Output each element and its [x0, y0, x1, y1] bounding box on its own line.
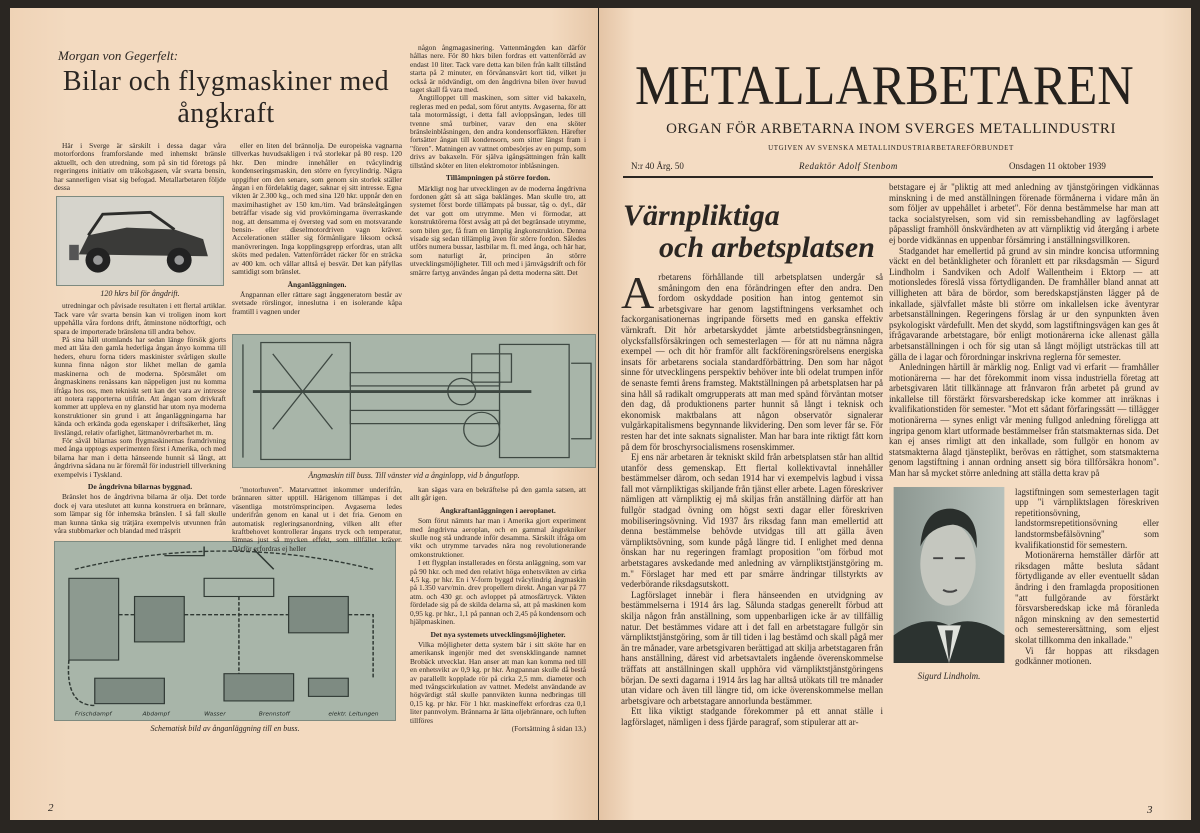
- headline-line2: och arbetsplatsen: [659, 231, 875, 264]
- paragraph: betstagare ej är "pliktig att med anledning av tjänstgöringen vidkännas minskning i de med anställningen förenade förmånerna i vidare mån än som följer av uppehållet i arbetet". För denna bestämmelse har man att tacka socialstyrelsen, som vid sin remissbehandling av lagförslaget påpassligt framhöll önskvärdheten av att värnpliktig vid återgång i arbete ej borde vidkännas en uppenbar försämring i anställningsvillkoren.: [889, 182, 1159, 245]
- paragraph: Här i Sverge är särskilt i dessa dagar våra motorfordons framforslande med inhemskt bränsle aktuellt, och den utredning, som på sin tid företogs på regeringens initiativ om träkolsgasen, vår svarta bensin, har sannerligen visat sig befogad. Metallarbetaren följde dessa: [54, 141, 226, 193]
- paragraph: Vilka möjligheter detta system bär i sitt sköte har en amerikansk ingenjör med det svenskklingande namnet Brobäck utvecklat. Han anser att man kan komma ned till en enhetsvikt av 0,9 kg. pr hkr. Ångpannan skulle då bestå av parallellt kopplade rör på cirka 2,5 mm. diameter och med tvångscirkulation av vattnet. Medelst användande av högvärdigt stål skulle pannvikten kunna nedbringas till 0,15 kg. pr hkr. För 1 hkr. maskineffekt erfordras cza 0,1 liter pannvolym. Brännarna är lätta oljebrännare, och luften tillföres: [410, 639, 586, 725]
- right-page: [599, 8, 1191, 820]
- headline-line1: Värnpliktiga: [623, 199, 780, 232]
- paragraph: Vi får hoppas att riksdagen godkänner motionen.: [1015, 645, 1159, 667]
- article-column-2: [889, 182, 1159, 681]
- subheading: Ångkraftanläggningen i aeroplanet.: [440, 505, 556, 515]
- byline: Morgan von Gegerfelt:: [58, 48, 179, 63]
- masthead-rule: [623, 176, 1153, 178]
- paragraph: utredningar och påvisade resultaten i ett flertal artiklar. Tack vare vår svarta bensin kan vi troligen inom kort uppehålla våra fordons drift, åtminstone nödtorftigt, och spara de importerade bränslena till andra behov.: [54, 301, 226, 336]
- paragraph: Motionärerna hemställer därför att riksdagen måtte besluta sådant förtydligande av eller eventuellt sådan ändring i den framlagda propositionen "att fullgörande av förstärkt försvarsberedskap icke må föranleda någon minskning av den semestertid och semesterersättning, som eljest skolat tillkomma den inkallade.": [1015, 550, 1159, 645]
- article-headline: Bilar och flygmaskiner med ångkraft: [62, 66, 390, 129]
- page-number: 3: [1147, 804, 1153, 816]
- col3-body: [410, 44, 586, 277]
- bus-steam-schematic: [54, 541, 396, 721]
- paragraph: kan sägas vara en bekräftelse på den gamla satsen, att allt går igen.: [410, 485, 586, 503]
- continued-note: (Fortsättning å sidan 13.): [511, 723, 586, 733]
- publisher: UTGIVEN AV SVENSKA METALLINDUSTRIARBETAREFÖRBUNDET: [768, 144, 1014, 152]
- schematic-caption: Schematisk bild av ånganläggning till en buss.: [150, 724, 300, 734]
- legend-item: elektr. Leitungen: [328, 712, 379, 718]
- masthead: METALLARBETAREN: [635, 55, 1134, 117]
- paragraph: Lagförslaget innebär i flera hänseenden en utvidgning av bestämmelserna i 1914 års lag. Sålunda stadgas generellt förbud att skilja någon från anställning, som uppenbarligen icke är av tillfällig natur. Det bestämmes vidare att i det fall en arbetstagare fullgör sin värnpliktstjänstgöring, som är till tiden i lag bestämd och skall pågå mer än tre månader, vare arbetsgivaren berättigad att skilja arbetstagaren från hans anställning, därest vid arbetsavtalets ingående överenskommelse träffats att anställningen skall upphöra vid värnpliktstjänstgöringens början. De sexti dagarna i 1914 års lag har alltså utökats till tre månader utan vidare och även till längre tid, om icke överenskommelse mellan arbetsgivare och arbetstagare annorlunda bestämmer.: [621, 589, 884, 706]
- paragraph: I ett flygplan installerades en första anläggning, som var på 90 hkr. och med den relativt höga enhetsvikten av cirka 4,5 kg. pr hkr. En i V-form byggd tvåcylindrig ångmaskin på 1.350 varv/min. drev propellern direkt. Ångan var på 77 atm. och 430 gr. och avloppet på atmosfärtryck. Vikten fördelade sig på de skilda delarna så, att på maskinen kom 0,95 kg. pr hkr., 1,1 på pannan och 2,45 på kondensorn och hjälpmaskinen.: [410, 558, 586, 627]
- paragraph: Ett lika viktigt stadgande förekommer på ett annat ställe i lagförslaget, nämligen i dess fjärde paragraf, som stipulerar att ar-: [621, 706, 883, 727]
- paragraph: "motorhuven". Matarvattnet inkommer underifrån, brännaren sitter upptill. Härigenom tillämpas i det väsentliga motströmsprincipen. Avgaserna ledes underifrån genom en kanal ut i det fria. Genom en automatisk regleringsanordning, vilken allt efter kraftbehovet kontrollerar ångans tryck och temperatur, lämnas just så mycken effekt, som tillfället kräver. Därför erfordras ej heller: [232, 485, 402, 553]
- editor: Redaktör Adolf Stenbom: [799, 161, 898, 171]
- article-column-1: [621, 267, 884, 728]
- photo-row: [889, 487, 1159, 681]
- legend-item: Frischdampf: [74, 712, 112, 718]
- paragraph: Bränslet hos de ångdrivna bilarna är olja. Det torde dock ej vara uteslutet att kunna konstruera en brännare, som lämpar sig för inhemska bränslen. I så fall skulle man kunna tänka sig trätjära exempelvis utvunnen från våra stubbmarker och blandad med träsprit: [54, 492, 226, 535]
- steam-engine-diagram: [232, 334, 596, 468]
- photo-caption: Sigurd Lindholm.: [917, 670, 981, 681]
- paragraph: Ej ens när arbetaren är tekniskt skild från arbetsplatsen står han alltid utanför dess gemenskap. Ett flertal kollektivavtal innehåller bestämmelser därom, och sedan 1914 har vi exempelvis lagbud i vissa fall mot värnpliktigas skiljande från tjänst eller arbete. Lagen föreskriver nämligen att värnpliktig ej må skiljas från anställning därför att han fullgör stadgad övning om högst sexti dagar eller föreskriven mobiliseringsövning. Vid 1937 års riksdag fann man emellertid att denna bestämmelse behövde utvidgas till att gälla även värnpliktsövning, som kunde pågå längre tid. I enlighet med denna önskan har nu regeringen framlagt proposition "om förbud mot arbetstagares avskedande med anledning av värnpliktstjänstgöring m. m." Förslaget har med ett par smärre ändringar tillstyrkts av vederbörande riksdagsutskott.: [621, 452, 883, 590]
- legend-item: Abdampf: [142, 712, 170, 718]
- subheading: Det nya systemets utvecklingsmöjligheter.: [430, 629, 566, 639]
- paragraph: För såväl bilarnas som flygmaskinernas framdrivning med ånga upptogs experimenten först i Amerika, och med bilarna har man i detta hänseende hunnit så långt, att ångdrivna sådana nu är föremål för industriell tillverkning exempelvis i Tyskland.: [54, 435, 226, 479]
- paragraph: någon ångmagasinering. Vattenmängden kan därför hållas nere. För 80 hkrs bilen fordras ett vattenförråd av endast 10 liter. Tack vare detta kan bilen från kallt tillstånd starta på 2 minuter, en förvånansvärt kort tid, vilket ju också är nödvändigt, om den ångdrivna bilen över huvud taget skall få vara med.: [410, 43, 586, 95]
- subheading: Tillämpningen på större fordon.: [445, 173, 551, 183]
- paragraph: Anledningen härtill är märklig nog. Enligt vad vi erfarit — framhåller motionärerna — har det förekommit inom vissa industriella företag att arbetsgivaren låtit tillkännage att frånvaron från arbetet på grund av inkallelse till förstärkt försvarsberedskap icke kommer att inräknas i kvalifikationstiden för semester. "Mot ett sådant förfaringssätt — tillägger motionärerna — synes enligt vår mening fullgod anledning föreligga att ingripa genom klart utformade bestämmelser från statsmakternas sida. Det kan ej anses rimligt att den inkallade, som fullgör en honom av statsmakterna ålagd tjänsteplikt, berövas en rättighet, som statsmakterna genom lagstiftning i annan ordning ansett sig böra tillförsäkra honom". Man har så mycket större anledning att ställa detta krav på: [889, 362, 1159, 479]
- paragraph: På sina håll utomlands har sedan länge försök gjorts med att låta den gamla hederliga ångan ånyo komma till heders, ehuru forna tiders maskinister svårligen skulle kunna finna någon stor likhet mellan de gamla maskinerna och de moderna. Spörsmålet om ångmaskinens renässans kan näppeligen just nu komma ifråga hos oss, men tekniskt sett kan det vara av intresse att notera rapporterna utifrån. Att ångan som drivkraft kommer att uppleva en ny glanstid har utom nya moderna konstruktioner sin grund i att ånganläggningarna har kända och erkända goda egenskaper i driftsäkerhet, lång livslängd, relativ ofarlighet, lättmanövrerbarhet m. m.: [54, 335, 226, 437]
- drop-cap: A: [621, 267, 655, 318]
- col3-low: [410, 486, 586, 733]
- portrait-photo: [893, 487, 1005, 663]
- paragraph: Stadgandet har emellertid på grund av sin mindre koncisa utformning väckt en del betänkligheter och föranlett ett par riksdagsmän — Sigurd Lindholm i Sandviken och Adolf Wallentheim i Ektorp — att motionsledes föreslå vissa förtydliganden. De framhåller bland annat att villigheten att bära de bördor, som beredskapstjänsten lägger på de inkallade, självfallet måste bli större om inkallelsen icke äventyrar arbetsanställningen. Regeringens förslag är ur den synpunkten även psykologiskt värdefullt. Men det skydd, som lagstiftningsvägen kan ges åt ifrågavarande arbetstagare, bör enligt motionärerna icke allenast gälla arbetsanställningen i och för sig utan så långt möjligt utsträckas till att gälla de i lagar och förordningar inskrivna reglerna för semester.: [889, 245, 1159, 362]
- page-number: 2: [48, 802, 54, 814]
- article-column-3: [1015, 487, 1159, 681]
- paragraph: Märkligt nog har utvecklingen av de moderna ångdrivna fordonen gått så att säga baklänges. Man skulle tro, att systemet först borde tillämpats på bussar, tåg o. dyl., där det var gott om utrymme. Men vi förmodar, att konstruktörerna först avsåg att på det begränsade utrymme, som bilen ger, få fram en lämplig ångkonstruktion. Denna visade sig sedan tillämplig även för större fordon. Således utförs numera bussar, lastbilar m. fl. med ånga, och här har, som naturligt är, principen än större utvecklingsmöjligheter. Till och med i järnvägsdrift och för smärre fartyg användes ångan på detta moderna sätt. Det: [410, 183, 586, 277]
- legend-item: Wasser: [204, 712, 226, 718]
- paragraph: Ångpannan eller rättare sagt ånggeneratorn består av svetsade rörslingor, inneslutna i en isolerande kåpa framtill i vagnen under: [232, 289, 402, 316]
- paragraph: Som förut nämnts har man i Amerika gjort experiment med ångdrivna aeroplan, och en gammal ångtekniker skulle nog stå undrande inför desamma. Särskilt ifråga om vikt och utrymme tarvades nära nog revolutionerande omkonstruktioner.: [410, 516, 586, 559]
- paragraph: rbetarens förhållande till arbetsplatsen undergår så småningom den ena förändringen efter den andra. Den fordom oskyddade position han intog gentemot sin arbetsgivare har genom lagstiftningens verksamhet och fackorganisationernas ingripande försetts med en ganska effektiv värnkraft. Dit hör arbetarskyddet jämte arbetstidsbegränsningen, olycksfallsförsäkringen och semesterlagen — för att nu nämna några exempel — och dit hör framför allt fackföreningsrörelsens energiska insats för arbetarens sociala standardförbättring. Den som har något sinne för utvecklingens perspektiv behöver inte bli odelat trumpen inför de senaste femti årens framsteg. Maktställningen på arbetsplatsen har på sina håll så radikalt omgrupperats att man med spänd förväntan motser den dag, då produktionens parter hunnit så långt i teknisk och ekonomisk maktbalans att någon observatör signalerar vulgärkapitalismens begynnande likvidering. Den som lever får se. För resten har det inte saknats signalister. Man har bara inte riktigt fått korn på dem för broschyrsocialismens rosenskimmer.: [621, 272, 883, 452]
- col2-body: [232, 142, 402, 316]
- tagline: ORGAN FÖR ARBETARNA INOM SVERGES METALLINDUSTRI: [666, 121, 1116, 137]
- subheading: Ånganläggningen.: [287, 279, 347, 289]
- col2-low: [232, 486, 402, 553]
- left-page: [10, 8, 598, 820]
- legend-item: Brennstoff: [258, 712, 290, 718]
- car-caption: 120 hkrs bil för ångdrift.: [100, 289, 180, 299]
- engine-caption: Ångmaskin till buss. Till vänster vid a ånginlopp, vid b ångutlopp.: [308, 471, 520, 480]
- paragraph: Ångtilloppet till maskinen, som sitter vid bakaxeln, regleras med en pedal, som förut antytts. Avgaserna, för att tala motormässigt, i detta fall avloppsångan, ledes till tvenne små turbiner, varav den ena sköter bränsleinblåsningen, den andra kondensorfläkten. Härefter fortsätter ångan till kondensorn, som sitter längst fram i "fören". Matningen av vattnet ombesörjes av en pump, som drivs av bakaxeln. För själva igångsättningen från kallt tillstånd sköter en liten elektromotor inblåsningen.: [410, 93, 586, 170]
- issue-number: N:r 40 Årg. 50: [631, 161, 684, 171]
- car-photo: [56, 196, 224, 286]
- photo-block: [889, 487, 1005, 681]
- paragraph: eller en liten del brännolja. De europeiska vagnarna tillverkas huvudsakligen i två storlekar på 80 resp. 120 hkr. Den mindre innehåller en tvåcylindrig kondenseringsmaskin, den större en fyrcylindrig. Några uppgifter om den senare, som genom sin storlek ställer ångan i en fördelaktig dager, saknar ej sitt intresse. Egna vikten är 2.300 kg., och med sina 120 hkr. uppnår den en maximihastighet av 150 km./tim. Vad bränsleåtgången beträffar visade sig vid provkörningarna överraskande nog, att densamma ej översteg vad som en motsvarande bensin- eller dieselmotordriven vagn kräver. Accelerationen ställer sig förmånligare liksom också manövreringen. Inga kopplingsgrepp erfordras, utan allt sköts med pedalen. Vattenförrådet räcker för en sträcka av 400 km. och vållar alltså ej besvär. Det kan påfyllas samtidigt som bränslet.: [232, 141, 402, 277]
- paragraph: lagstiftningen som semesterlagen tagit upp "i värnpliktslagen föreskriven repetitionsövning, landstormsrepetitionsövning eller landstormsbefälsövning" som kvalifikationstid för semestern.: [1015, 486, 1159, 550]
- subheading: De ångdrivna bilarnas byggnad.: [87, 481, 193, 491]
- issue-date: Onsdagen 11 oktober 1939: [1009, 161, 1106, 171]
